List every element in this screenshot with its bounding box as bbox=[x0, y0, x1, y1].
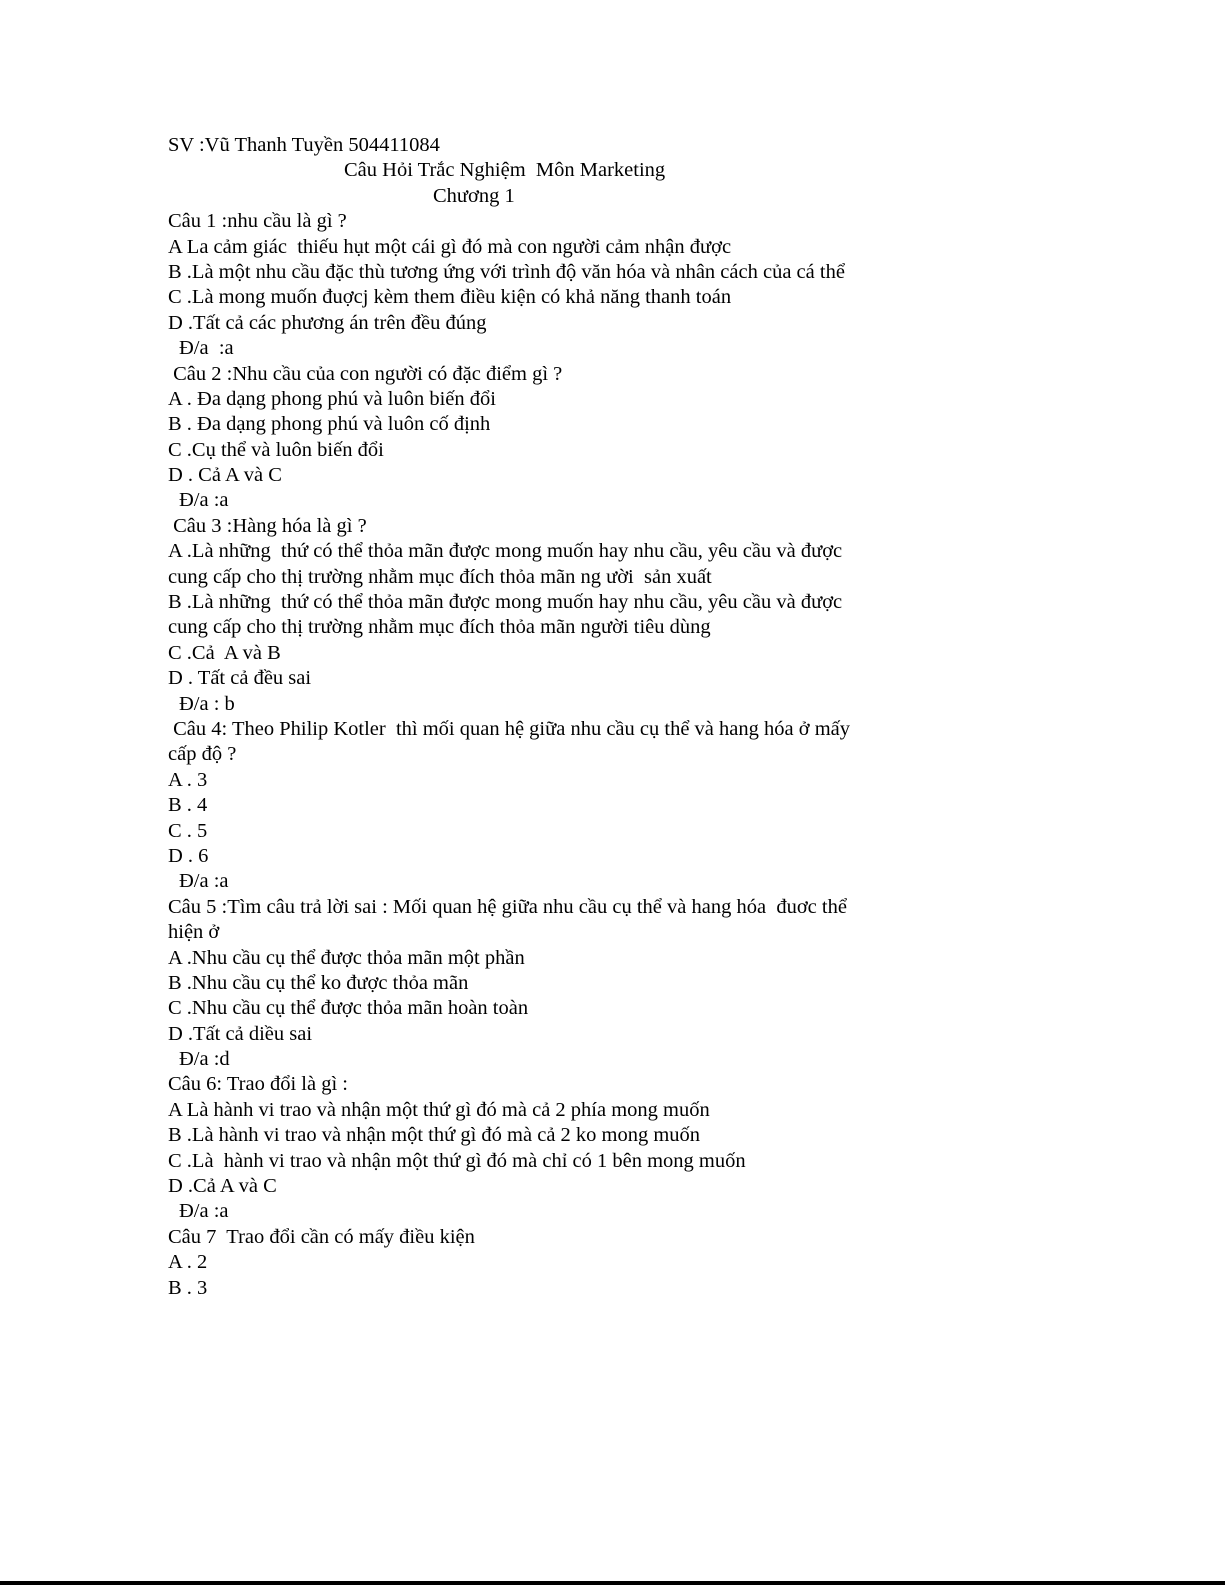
answer-option: cung cấp cho thị trường nhằm mục đích thỏa mãn người tiêu dùng bbox=[168, 616, 711, 639]
page-bottom-border bbox=[0, 1581, 1225, 1585]
correct-answer: Đ/a :a bbox=[179, 337, 234, 360]
answer-option: B .Nhu cầu cụ thể ko được thỏa mãn bbox=[168, 971, 469, 994]
correct-answer: Đ/a :a bbox=[179, 1200, 229, 1223]
question-text: Câu 4: Theo Philip Kotler thì mối quan hệ giữa nhu cầu cụ thể và hang hóa ở mấy bbox=[168, 717, 850, 740]
question-text: Câu 6: Trao đổi là gì : bbox=[168, 1073, 348, 1096]
answer-option: D . Tất cả đều sai bbox=[168, 667, 312, 690]
answer-option: A . 2 bbox=[168, 1251, 208, 1274]
question-text: Câu 5 :Tìm câu trả lời sai : Mối quan hệ giữa nhu cầu cụ thể và hang hóa đuơc thể bbox=[168, 895, 847, 918]
answer-option: C .Nhu cầu cụ thể được thỏa mãn hoàn toàn bbox=[168, 997, 529, 1020]
question-list bbox=[168, 209, 968, 1301]
document-body bbox=[168, 133, 968, 1301]
question-block bbox=[168, 514, 968, 717]
question-block bbox=[168, 1225, 968, 1301]
question-text: Câu 3 :Hàng hóa là gì ? bbox=[168, 514, 367, 537]
answer-option: B .Là những thứ có thể thỏa mãn được mong muốn hay nhu cầu, yêu cầu và được bbox=[168, 591, 843, 614]
answer-option: C .Cả A và B bbox=[168, 641, 281, 664]
question-text: Câu 1 :nhu cầu là gì ? bbox=[168, 210, 347, 233]
student-info: SV :Vũ Thanh Tuyền 504411084 bbox=[168, 134, 440, 156]
correct-answer: Đ/a :d bbox=[179, 1048, 230, 1071]
chapter-heading: Chương 1 bbox=[433, 184, 515, 207]
answer-option: A .Nhu cầu cụ thể được thỏa mãn một phần bbox=[168, 946, 525, 969]
correct-answer: Đ/a :a bbox=[179, 489, 229, 512]
question-block bbox=[168, 209, 968, 361]
answer-option: B . Đa dạng phong phú và luôn cố định bbox=[168, 413, 491, 436]
answer-option: A La cảm giác thiếu hụt một cái gì đó mà con người cảm nhận được bbox=[168, 235, 732, 258]
answer-option: B . 4 bbox=[168, 794, 208, 817]
correct-answer: Đ/a :a bbox=[179, 870, 229, 893]
answer-option: A . 3 bbox=[168, 768, 208, 791]
question-text: hiện ở bbox=[168, 921, 220, 944]
answer-option: C .Cụ thể và luôn biến đổi bbox=[168, 438, 384, 461]
question-text: Câu 7 Trao đổi cần có mấy điều kiện bbox=[168, 1225, 475, 1248]
question-text: cấp độ ? bbox=[168, 743, 237, 766]
question-block bbox=[168, 895, 968, 1073]
correct-answer: Đ/a : b bbox=[179, 692, 235, 715]
question-text: Câu 2 :Nhu cầu của con người có đặc điểm gì ? bbox=[168, 362, 563, 385]
answer-option: A Là hành vi trao và nhận một thứ gì đó mà cả 2 phía mong muốn bbox=[168, 1098, 710, 1121]
question-block bbox=[168, 362, 968, 514]
answer-option: B .Là một nhu cầu đặc thù tương ứng với trình độ văn hóa và nhân cách của cá thể bbox=[168, 260, 845, 283]
answer-option: D .Tất cả các phương án trên đều đúng bbox=[168, 311, 487, 334]
answer-option: C .Là hành vi trao và nhận một thứ gì đó mà chỉ có 1 bên mong muốn bbox=[168, 1149, 746, 1172]
question-block bbox=[168, 717, 968, 895]
answer-option: C .Là mong muốn đuợcj kèm them điều kiện có khả năng thanh toán bbox=[168, 286, 732, 309]
answer-option: C . 5 bbox=[168, 819, 208, 842]
answer-option: B . 3 bbox=[168, 1276, 208, 1299]
answer-option: D . 6 bbox=[168, 844, 209, 867]
document-title: Câu Hỏi Trắc Nghiệm Môn Marketing bbox=[344, 159, 666, 182]
answer-option: cung cấp cho thị trường nhằm mục đích thỏa mãn ng ười sản xuất bbox=[168, 565, 712, 588]
question-block bbox=[168, 1072, 968, 1224]
answer-option: D .Tất cả diều sai bbox=[168, 1022, 313, 1045]
answer-option: A .Là những thứ có thể thỏa mãn được mong muốn hay nhu cầu, yêu cầu và được bbox=[168, 540, 843, 563]
answer-option: A . Đa dạng phong phú và luôn biến đổi bbox=[168, 387, 496, 410]
answer-option: D . Cả A và C bbox=[168, 464, 282, 487]
answer-option: B .Là hành vi trao và nhận một thứ gì đó mà cả 2 ko mong muốn bbox=[168, 1124, 701, 1147]
answer-option: D .Cả A và C bbox=[168, 1175, 277, 1198]
